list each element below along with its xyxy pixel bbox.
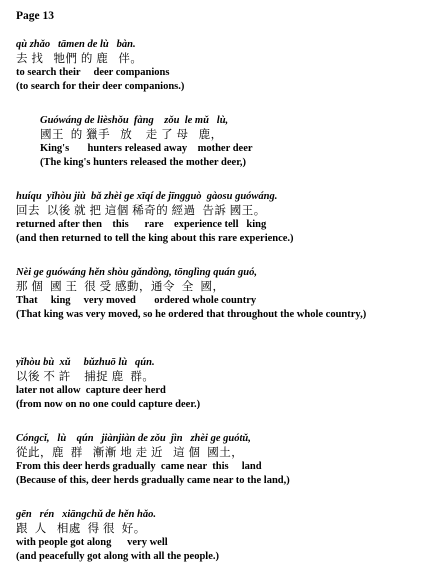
- chinese-line: 國王 的 獵手 放 走 了 母 鹿，: [40, 129, 223, 141]
- chinese-line: 以後 不 許 捕捉 鹿 群。: [16, 371, 155, 383]
- pinyin-line: Guówáng de lièshǒu fàng zǒu le mǔ lù,: [40, 115, 229, 126]
- translation-line: (and then returned to tell the king about this rare experience.): [16, 233, 294, 244]
- passage-block: [16, 432, 420, 488]
- translation-line: (That king was very moved, so he ordered that throughout the whole country,): [16, 309, 367, 320]
- gloss-line: That king very moved ordered whole country: [16, 295, 257, 306]
- translation-line: (and peacefully got along with all the people.): [16, 551, 220, 562]
- translation-line: (The king's hunters released the mother deer,): [40, 157, 247, 168]
- gloss-line: to search their deer companions: [16, 67, 170, 78]
- chinese-line: 回去 以後 就 把 這個 稀奇的 經過 告訴 國王。: [16, 205, 266, 217]
- chinese-line: 跟 人 相處 得 很 好。: [16, 523, 146, 535]
- chinese-line: 那 個 國 王 很 受 感動，通令 全 國，: [16, 281, 225, 293]
- pinyin-line: qù zhǎo tāmen de lù bàn.: [16, 39, 136, 50]
- chinese-line: 去 找 牠們 的 鹿 伴。: [16, 53, 143, 65]
- translation-line: (to search for their deer companions.): [16, 81, 185, 92]
- gloss-line: returned after then this rare experience tell king: [16, 219, 267, 230]
- passage-block: [16, 356, 420, 412]
- chinese-line: 從此，鹿 群 漸漸 地 走 近 這 個 國土，: [16, 447, 244, 459]
- gloss-line: King's hunters released away mother deer: [40, 143, 253, 154]
- pinyin-line: Nèi ge guówáng hěn shòu gǎndòng, tōnglìng quán guó,: [16, 267, 257, 278]
- gloss-line: later not allow capture deer herd: [16, 385, 166, 396]
- gloss-line: with people got along very well: [16, 537, 168, 548]
- passage-block: [40, 114, 420, 170]
- gloss-line: From this deer herds gradually came near this land: [16, 461, 262, 472]
- passage-block: [16, 190, 420, 246]
- pinyin-line: huíqu yǐhòu jiù bǎ zhèi ge xīqí de jīngguò gàosu guówáng.: [16, 191, 278, 202]
- translation-line: (from now on no one could capture deer.): [16, 399, 201, 410]
- pinyin-line: yǐhòu bù xǔ bǔzhuō lù qún.: [16, 357, 155, 368]
- passage-block: [16, 38, 420, 94]
- page-number: Page 13: [16, 10, 55, 22]
- translation-line: (Because of this, deer herds gradually came near to the land,): [16, 475, 290, 486]
- passage-block: [16, 266, 420, 322]
- passage-block: [16, 508, 420, 564]
- pinyin-line: Cóngcǐ, lù qún jiànjiàn de zǒu jìn zhèi ge guótǔ,: [16, 433, 251, 444]
- pinyin-line: gēn rén xiāngchǔ de hěn hǎo.: [16, 509, 157, 520]
